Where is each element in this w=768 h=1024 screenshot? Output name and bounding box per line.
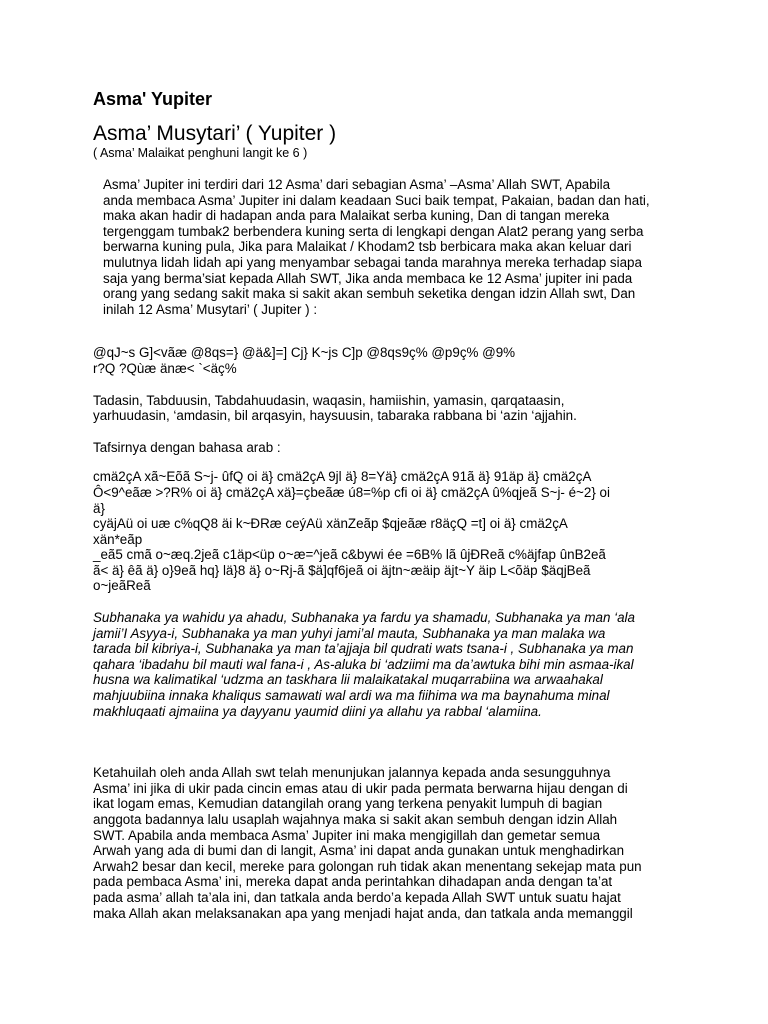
text-line: tergenggam tumbak2 berbendera kuning serta di lengkapi dengan Alat2 perang yang serba [103, 223, 644, 239]
text-line: _eã5 cmã o~æq.2jeã c1äp<üp o~æ=^jeã c&bywi ée =6B% lã ûjÐReã c%äjfap ûnB2eã [93, 547, 606, 563]
text-line: jamii’I Asyya-i, Subhanaka ya man yuhyi jami’al mauta, Subhanaka ya man malaka wa [93, 625, 606, 641]
text-line: mahjuubiina innaka khaliqus samawati wal ardi wa ma fiihima wa ma baynahuma minal [93, 688, 610, 704]
text-line: Arwah yang ada di bumi dan di langit, Asma’ ini dapat anda gunakan untuk menghadirkan [93, 843, 625, 859]
prayer-paragraph [93, 610, 683, 719]
text-line: ã< ä} êã ä} o}9eã hq} lä}8 ä} o~Rj-ã $ä]qf6jeã oi äjtn~æäip äjt~Y äip L<õäp $äqjBeã [93, 562, 591, 578]
text-line: r?Q ?Qùæ änæ< `<äç% [93, 360, 237, 376]
encoded-asma-paragraph [93, 345, 683, 376]
text-line: ä} [93, 500, 105, 516]
text-line: saja yang berma’siat kepada Allah SWT, Jika anda membaca ke 12 Asma’ jupiter ini pada [103, 270, 633, 286]
text-line: Tadasin, Tabduusin, Tabdahuudasin, waqasin, hamiishin, yamasin, qarqataasin, [93, 392, 565, 408]
latin-asma-paragraph [93, 393, 683, 424]
text-line: maka akan hadir di hadapan anda para Malaikat serba kuning, Dan di tangan mereka [103, 208, 610, 224]
text-line: makhluqaati ajmaiina ya dayyanu yaumid diini ya allahu ya rabbal ‘alamiina. [93, 703, 542, 719]
intro-paragraph [93, 177, 683, 317]
text-line: orang yang sedang sakit maka si sakit akan sembuh seketika dengan idzin Allah swt, Dan [103, 286, 636, 302]
text-line: Asma’ ini jika di ukir pada cincin emas atau di ukir pada permata berwarna hijau dengan di [93, 780, 628, 796]
text-line: cyäjAü oi uæ c%qQ8 äi k~ÐRæ ceýAü xänZeãp $qjeãæ r8äçQ =t] oi ä} cmä2çA [93, 516, 568, 532]
text-line: cmä2çA xã~Eõã S~j- ûfQ oi ä} cmä2çA 9jl ä} 8=Yä} cmä2çA 91ã ä} 91äp ä} cmä2çA [93, 469, 592, 485]
text-line: maka Allah akan melaksanakan apa yang menjadi hajat anda, dan tatkala anda memanggil [93, 905, 633, 921]
text-line: Arwah2 besar dan kecil, mereke para golongan ruh tidak akan menentang sekejap mata pun [93, 858, 642, 874]
tafsir-heading: Tafsirnya dengan bahasa arab : [93, 439, 281, 455]
text-line: pada asma’ allah ta’ala ini, dan tatkala anda berdo’a kepada Allah SWT untuk suatu hajat [93, 889, 621, 905]
text-line: Asma’ Jupiter ini terdiri dari 12 Asma’ dari sebagian Asma’ –Asma’ Allah SWT, Apabila [103, 177, 611, 192]
text-line: berwarna kuning pula, Jika para Malaikat / Khodam2 tsb berbicara maka akan keluar dari [103, 239, 632, 255]
text-line: tarada bil kibriya-i, Subhanaka ya man ta’ajjaja bil qudrati wats tsana-i , Subhanaka ya man [93, 641, 634, 657]
text-line: Ô<9^eãæ >?R% oi ä} cmä2çA xä}=çbeãæ ú8=%p cfi oi ä} cmä2çA û%qjeã S~j- é~2} oi [93, 484, 610, 500]
text-line: o~jeãReã [93, 578, 151, 594]
text-line: mulutnya lidah lidah api yang menyambar sebagai tanda marahnya mereka terhadap siapa [103, 254, 642, 270]
text-line: ikat logam emas, Kemudian datangilah orang yang terkena penyakit lumpuh di bagian [93, 796, 603, 812]
text-line: @qJ~s G]<vãæ @8qs=} @ä&]=] Cj} K~js C]p @8qs9ç% @p9ç% @9% [93, 345, 516, 361]
arabic-text-paragraph [93, 469, 683, 594]
text-line: anggota badannya lalu usaplah wajahnya maka si sakit akan sembuh dengan idzin Allah [93, 812, 618, 827]
text-line: yarhuudasin, ‘amdasin, bil arqasyin, haysuusin, tabaraka rabbana bi ‘azin ‘ajjahin. [93, 408, 577, 424]
text-line: qahara ‘ibadahu bil mauti wal fana-i , As-aluka bi ‘adziimi ma da’awtuka bihi min asmaa-ikal [93, 656, 634, 672]
text-line: husna wa kalimatikal ‘udzma an taskhara lii malaikatakal muqarrabiina wa arwaahakal [93, 672, 603, 688]
text-line: anda membaca Asma’ Jupiter ini dalam keadaan Suci baik tempat, Pakaian, badan dan hati, [103, 192, 650, 208]
text-line: SWT. Apabila anda membaca Asma’ Jupiter ini maka mengigillah dan gemetar semua [93, 827, 601, 843]
closing-paragraph [93, 765, 683, 921]
text-line: Subhanaka ya wahidu ya ahadu, Subhanaka ya fardu ya shamadu, Subhanaka ya man ‘ala [93, 610, 635, 626]
text-line: xän*eãp [93, 531, 143, 547]
text-line: inilah 12 Asma’ Musytari’ ( Jupiter ) : [103, 301, 318, 317]
text-line: Ketahuilah oleh anda Allah swt telah menunjukan jalannya kepada anda sesungguhnya [93, 765, 611, 781]
document-subtitle: Asma’ Musytari’ ( Yupiter ) [93, 122, 337, 145]
document-page [93, 88, 683, 921]
page-title: Asma' Yupiter [93, 89, 212, 109]
text-line: pada pembaca Asma’ ini, mereka dapat anda perintahkan dihadapan anda dengan ta’at [93, 874, 613, 890]
document-subnote: ( Asma’ Malaikat penghuni langit ke 6 ) [93, 146, 308, 160]
